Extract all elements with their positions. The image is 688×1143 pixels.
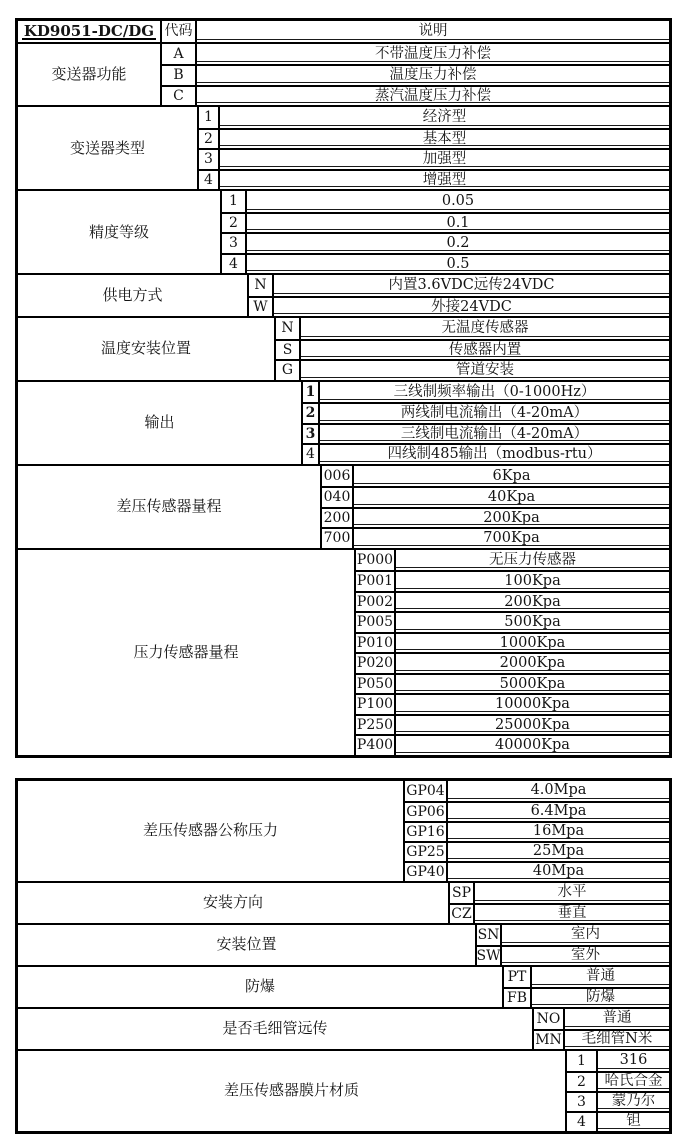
table-row xyxy=(354,693,669,714)
group-rows xyxy=(565,1051,669,1131)
option-description: 700Kpa xyxy=(354,529,669,548)
option-description: 普通 xyxy=(565,1009,669,1029)
option-code: P000 xyxy=(354,550,396,571)
group-rows xyxy=(160,21,669,42)
table-row xyxy=(320,527,669,548)
table-row xyxy=(475,945,669,965)
option-code: B xyxy=(160,66,197,85)
option-group xyxy=(18,1007,669,1049)
option-code: S xyxy=(274,341,301,360)
option-description: 无压力传感器 xyxy=(396,550,669,571)
option-code: 3 xyxy=(220,234,247,253)
option-description: 200Kpa xyxy=(354,509,669,528)
option-code: SP xyxy=(448,883,475,903)
option-description: 316 xyxy=(598,1051,669,1071)
option-code: 700 xyxy=(320,529,354,548)
group-rows xyxy=(247,275,669,316)
option-code: 2 xyxy=(220,214,247,233)
table-row xyxy=(565,1111,669,1131)
option-description: 100Kpa xyxy=(396,572,669,591)
group-label: 防爆 xyxy=(244,977,275,995)
option-description: 6Kpa xyxy=(354,466,669,487)
option-code: GP04 xyxy=(403,781,448,801)
option-code: 3 xyxy=(197,150,220,169)
group-rows xyxy=(475,925,669,965)
group-rows xyxy=(403,781,669,881)
group-label: 差压传感器公称压力 xyxy=(142,821,278,839)
table-row xyxy=(403,801,669,821)
selection-table-1 xyxy=(15,18,672,758)
option-description: 蒸汽温度压力补偿 xyxy=(197,87,669,106)
table-row xyxy=(160,64,669,85)
group-rows xyxy=(274,318,669,380)
option-description: 四线制485输出（modbus-rtu） xyxy=(320,445,669,464)
option-description: 防爆 xyxy=(532,989,669,1007)
table-row xyxy=(220,253,669,274)
option-code: 4 xyxy=(565,1113,598,1131)
table-row xyxy=(354,632,669,653)
option-code: 2 xyxy=(565,1073,598,1091)
table-row xyxy=(448,883,669,903)
option-code: P001 xyxy=(354,572,396,591)
option-group xyxy=(18,189,669,273)
table-row xyxy=(301,423,669,444)
table-row xyxy=(160,85,669,106)
option-code: P002 xyxy=(354,593,396,612)
table-row xyxy=(301,382,669,403)
option-description: 毛细管N米 xyxy=(565,1031,669,1049)
option-group xyxy=(18,273,669,316)
table-row xyxy=(354,591,669,612)
table-row xyxy=(354,611,669,632)
model-title: KD9051-DC/DG xyxy=(18,21,160,42)
option-description: 垂直 xyxy=(475,905,669,923)
option-code: SN xyxy=(475,925,502,945)
option-description: 0.5 xyxy=(247,255,669,274)
option-description: 1000Kpa xyxy=(396,634,669,653)
option-group xyxy=(18,316,669,380)
option-description: 加强型 xyxy=(220,150,669,169)
table-row xyxy=(565,1071,669,1091)
option-code: GP40 xyxy=(403,863,448,881)
option-code: GP16 xyxy=(403,823,448,841)
option-description: 基本型 xyxy=(220,130,669,149)
option-description: 传感器内置 xyxy=(301,341,669,360)
option-code: NO xyxy=(532,1009,565,1029)
option-description: 经济型 xyxy=(220,107,669,128)
option-description: 10000Kpa xyxy=(396,695,669,714)
option-code: W xyxy=(247,298,274,317)
option-code: 200 xyxy=(320,509,354,528)
table-row xyxy=(475,925,669,945)
option-code: P250 xyxy=(354,716,396,735)
option-code: P400 xyxy=(354,736,396,755)
option-description: 5000Kpa xyxy=(396,675,669,694)
table-row xyxy=(532,1029,669,1049)
table-row xyxy=(320,507,669,528)
table-row xyxy=(274,318,669,339)
table-row xyxy=(220,212,669,233)
group-label: 输出 xyxy=(144,413,175,431)
table-row xyxy=(160,21,669,42)
option-code: GP25 xyxy=(403,843,448,861)
group-label: 是否毛细管远传 xyxy=(222,1019,328,1037)
option-code: 1 xyxy=(301,382,320,403)
option-description: 25000Kpa xyxy=(396,716,669,735)
option-group xyxy=(18,881,669,923)
table-row xyxy=(502,967,669,987)
table-row xyxy=(403,861,669,881)
option-description: 外接24VDC xyxy=(274,298,669,317)
table-row xyxy=(247,296,669,317)
option-description: 40Mpa xyxy=(448,863,669,881)
table-row xyxy=(403,841,669,861)
table-row xyxy=(403,821,669,841)
group-rows xyxy=(532,1009,669,1049)
group-rows xyxy=(448,883,669,923)
option-code: N xyxy=(274,318,301,339)
group-rows xyxy=(354,550,669,755)
option-description: 6.4Mpa xyxy=(448,803,669,821)
option-code: N xyxy=(247,275,274,296)
option-code: SW xyxy=(476,947,501,964)
option-description: 内置3.6VDC远传24VDC xyxy=(274,275,669,296)
group-label: 差压传感器量程 xyxy=(116,497,222,515)
option-group xyxy=(18,464,669,548)
table-row xyxy=(197,107,669,128)
table-row xyxy=(197,169,669,190)
table-row xyxy=(354,673,669,694)
option-code: C xyxy=(160,87,197,106)
option-code: 4 xyxy=(301,445,320,464)
code-column-header: 代码 xyxy=(160,21,197,42)
table-row xyxy=(160,44,669,65)
table-row xyxy=(565,1091,669,1111)
option-description: 2000Kpa xyxy=(396,654,669,673)
option-code: P100 xyxy=(354,695,396,714)
option-code: G xyxy=(274,361,301,380)
group-label: 变送器功能 xyxy=(51,64,127,83)
option-code: 3 xyxy=(301,425,320,444)
option-description: 室外 xyxy=(502,947,669,965)
option-description: 无温度传感器 xyxy=(301,318,669,339)
header-row-group xyxy=(18,21,669,42)
table-row xyxy=(502,987,669,1007)
option-code: 006 xyxy=(320,466,354,487)
option-description: 0.2 xyxy=(247,234,669,253)
option-group xyxy=(18,548,669,755)
table-gap xyxy=(15,758,672,778)
option-group xyxy=(18,923,669,965)
group-label: 安装位置 xyxy=(216,935,277,953)
group-label: 供电方式 xyxy=(102,286,163,304)
table-row xyxy=(403,781,669,801)
option-description: 钽 xyxy=(598,1113,669,1131)
option-description: 0.05 xyxy=(247,191,669,212)
option-description: 40000Kpa xyxy=(396,736,669,755)
option-code: P005 xyxy=(354,613,396,632)
table-row xyxy=(301,402,669,423)
option-code: CZ xyxy=(448,905,475,923)
group-label: 精度等级 xyxy=(88,222,149,241)
table-row xyxy=(565,1051,669,1071)
group-label: 变送器类型 xyxy=(69,138,145,157)
table-row xyxy=(274,339,669,360)
option-description: 200Kpa xyxy=(396,593,669,612)
table-row xyxy=(354,734,669,755)
option-group xyxy=(18,1049,669,1131)
table-row xyxy=(197,148,669,169)
option-code: 1 xyxy=(220,191,247,212)
option-code: 1 xyxy=(565,1051,598,1071)
option-code: 1 xyxy=(197,107,220,128)
table-row xyxy=(354,714,669,735)
group-label: 差压传感器膜片材质 xyxy=(223,1081,359,1099)
option-description: 蒙乃尔 xyxy=(598,1093,669,1111)
group-rows xyxy=(301,382,669,464)
option-code: 4 xyxy=(220,255,247,274)
table-row xyxy=(354,550,669,571)
group-label: 压力传感器量程 xyxy=(133,642,239,661)
option-code: P020 xyxy=(354,654,396,673)
option-code: A xyxy=(160,44,197,65)
option-description: 三线制电流输出（4-20mA） xyxy=(320,425,669,444)
option-description: 16Mpa xyxy=(448,823,669,841)
option-code: P050 xyxy=(354,675,396,694)
group-label: 安装方向 xyxy=(202,893,263,911)
option-code: 3 xyxy=(565,1093,598,1111)
option-group xyxy=(18,965,669,1007)
option-code: FB xyxy=(502,989,532,1007)
group-rows xyxy=(160,44,669,106)
table-row xyxy=(220,232,669,253)
option-code: GP06 xyxy=(403,803,448,821)
group-rows xyxy=(220,191,669,273)
option-code: MN xyxy=(532,1031,565,1049)
option-description: 0.1 xyxy=(247,214,669,233)
option-group xyxy=(18,105,669,189)
table-row xyxy=(354,570,669,591)
selection-table-2 xyxy=(15,778,672,1134)
option-group xyxy=(18,781,669,881)
option-description: 普通 xyxy=(532,967,669,987)
option-code: 040 xyxy=(320,488,354,507)
group-label: 温度安装位置 xyxy=(100,339,191,358)
option-description: 水平 xyxy=(475,883,669,903)
option-group xyxy=(18,380,669,464)
table-row xyxy=(320,466,669,487)
option-description: 40Kpa xyxy=(354,488,669,507)
option-description: 25Mpa xyxy=(448,843,669,861)
group-rows xyxy=(502,967,669,1007)
option-description: 4.0Mpa xyxy=(448,781,669,801)
option-group xyxy=(18,42,669,106)
table-row xyxy=(354,652,669,673)
group-rows xyxy=(197,107,669,189)
table-row xyxy=(320,486,669,507)
group-rows xyxy=(320,466,669,548)
table-row xyxy=(274,359,669,380)
table-row xyxy=(448,903,669,923)
option-description: 哈氏合金 xyxy=(598,1073,669,1091)
option-code: 2 xyxy=(301,404,320,423)
option-description: 500Kpa xyxy=(396,613,669,632)
option-code: PT xyxy=(502,967,532,987)
option-description: 温度压力补偿 xyxy=(197,66,669,85)
option-code: P010 xyxy=(354,634,396,653)
option-description: 两线制电流输出（4-20mA） xyxy=(320,404,669,423)
table-row xyxy=(301,443,669,464)
table-row xyxy=(197,128,669,149)
table-row xyxy=(532,1009,669,1029)
table-row xyxy=(220,191,669,212)
option-description: 不带温度压力补偿 xyxy=(197,44,669,65)
option-description: 管道安装 xyxy=(301,361,669,380)
option-code: 2 xyxy=(197,130,220,149)
option-description: 室内 xyxy=(502,925,669,945)
option-description: 三线制频率输出（0-1000Hz） xyxy=(320,382,669,403)
description-column-header: 说明 xyxy=(197,21,669,42)
table-row xyxy=(247,275,669,296)
option-description: 增强型 xyxy=(220,171,669,190)
option-code: 4 xyxy=(197,171,220,190)
